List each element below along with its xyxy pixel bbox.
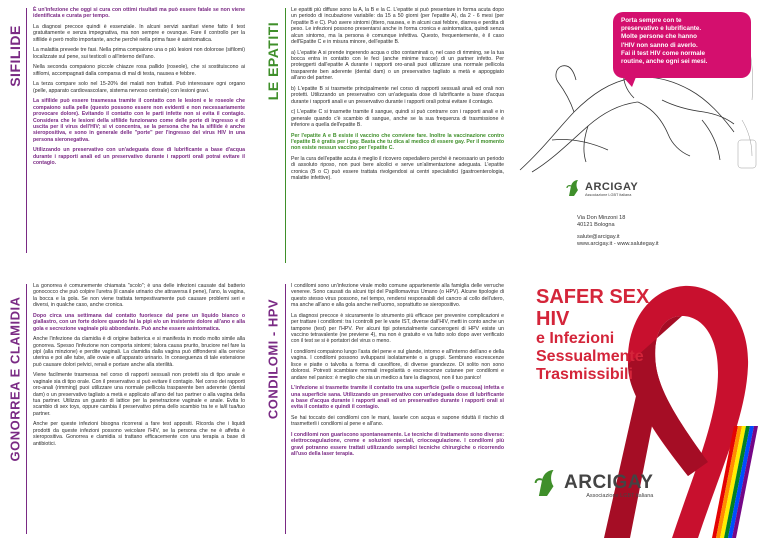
cover-title-line: HIV — [536, 308, 570, 330]
sifilide-paragraph: Utilizzando un preservativo con un'adeguata dose di lubrificante a base d'acqua durante i rapporti anali ed un preservativo durante i rapporti orali potrai evitare il contagio. — [33, 147, 245, 167]
panel-condilomi — [256, 276, 512, 546]
panel-cover — [512, 276, 768, 546]
gonorrea-paragraph: Viene facilmente trasmessa nel corso di rapporti sessuali non protetti sia di tipo anale e vaginale sia di tipo orale. Con il preservativo si può evitare il contagio. Nel corso dei rapporti oro-anali (rimming) puoi utilizzare una normale pellicola trasparente ben aderente (dental dam) o un preservativo tagliato a metà e applicato all'ano del tuo partner o alla vagina della tua partner. Utilizza un guanto di lattice per la penetrazione vaginale e anale. Evita lo scambio di sex toys, oppure cambia il preservativo prima dello scambio tra te e la/il tua/tuo partner. — [33, 372, 245, 417]
org-subtitle-small: Associazione LGBT italiana — [585, 193, 632, 197]
sifilide-paragraph: La sifilide può essere trasmessa tramite il contatto con le lesioni e le roseole che compaiono sulla pelle (questo possono essere non evidenti e non necessariamente provocare dolore). Evitando il contatto con le parti infette non si evita il contagio. Considera che le lesioni della sifilide funzionano come delle porte di ingresso e di uscita per il virus dell'HIV; si vi concentra, se la persona che ha la sifilide è anche sieropositiva, e sono in generale delle "porte" per l'ingresso del virus HIV in una persona sieronegativa. — [33, 98, 245, 143]
gonorrea-title-wrap — [4, 284, 26, 474]
org-name-large: ARCIGAY — [564, 472, 654, 493]
gonorrea-paragraph: Anche l'infezione da clamidia è di origine batterica e si manifesta in modo molto simile alla gonorrea. Spesso l'infezione non comporta sintomi; talora causa prurito, bruciore nel fare la pipì (alla minzione) e perdite vaginali. La clamidia dalla vagina può diffondersi alla cervice uterina e poi alle tube, alle ovaie e all'apparato urinario. In conseguenza di tale estensione può causare dolori pelvici, renali e portare anche alla sterilità. — [33, 336, 245, 368]
address-line: Via Don Minzoni 18 — [577, 215, 626, 221]
gonorrea-divider — [26, 284, 27, 534]
advice-callout — [613, 12, 751, 78]
website-link[interactable]: www.arcigay.it - www.salutegay.it — [577, 241, 659, 247]
condilomi-paragraph: I condilomi sono un'infezione virale molto comune appartenente alla famiglia delle verruche veneree. Sono causati da alcuni tipi del Papillomavirus Umano (o HPV). Alcune tipologie di questo stesso virus possono, nel tempo, rendersi responsabili del cancro al collo dell'utero, ma anche all'ano e alla gola anche nell'uomo, soprattutto se sieropositivo. — [291, 283, 504, 309]
email-link[interactable]: salute@arcigay.it — [577, 234, 620, 240]
condilomi-paragraph: I condilomi non guariscono spontaneamente. Le tecniche di trattamento sono diverse: elettrocoagulazione, creme e soluzioni speciali, criocoagulazione. I condilomi più gravi potranno essere trattati utilizzando semplici tecniche chirurgiche o ricorrendo all'uso della laser terapia. — [291, 432, 505, 458]
sifilide-paragraph: È un'infezione che oggi si cura con ottimi risultati ma può essere fatale se non viene identificata e curata per tempo. — [33, 7, 245, 20]
callout-line: Molte persone che hanno — [621, 33, 697, 41]
condilomi-body — [291, 283, 504, 462]
gonorrea-body — [33, 283, 245, 451]
cover-title-line: Sessualmente — [536, 348, 644, 365]
epatiti-paragraph: b) L'epatite B si trasmette principalmente nel corso di rapporti sessuali anali ed orali non protetti. Utilizzando un preservativo con un'adeguata dose di lubrificante a base d'acqua durante i rapporti anali e un preservativo durante i rapporti orali potrai evitare il contagio. — [291, 85, 504, 105]
sifilide-paragraph: La malattia prevede tre fasi. Nella prima compaiono una o più lesioni non dolorose (sifilomi) localizzate sul pene, sui testicoli o all'interno dell'ano. — [33, 47, 245, 60]
cover-title-line: e Infezioni — [536, 330, 615, 347]
arcigay-mark-icon — [534, 466, 560, 500]
sifilide-paragraph: La diagnosi precoce quindi è essenziale. In alcuni servizi sanitari viene fatto il test gratuitamente e senza impegnativa, ma non sempre e ovunque. Fare il controllo per la sifilide è però molto importante, anche perché nella prima fase è asintomatica. — [33, 24, 245, 43]
condilomi-paragraph: La diagnosi precoce è sicuramente lo strumento più efficace per prevenire complicazioni e per trattare i condilomi: tra i controlli per le varie IST, diverse dall'HIV, metti in conto anche un tampone (test) per l'HPV. Per alcuni tipi potenzialmente cancerogeni di HPV esiste un vaccino tetravalente (ne previene 4), ma non è gratuito e va fatto solo dopo aver verificato con il test se si è portatori del virus o meno. — [291, 312, 505, 345]
arcigay-logo-large — [534, 466, 653, 500]
org-name-small: ARCIGAY — [585, 181, 639, 193]
callout-line: preservativo e lubrificante. — [621, 25, 702, 33]
arcigay-mark-icon — [566, 178, 582, 198]
epatiti-paragraph: Per l'epatite A e B esiste il vaccino che conviene fare. Inoltre la vaccinazione contro l'epatite B è gratis per i gay. Basta che tu dica al medico di essere gay. Per il momento non esiste nessun vaccino per l'epatite C. — [291, 132, 504, 152]
panel-gonorrea — [0, 276, 256, 546]
sifilide-paragraph: Nella seconda compaiono piccole chiazze rosa pallido (roseole), che si sostituiscono ai sifilomi, accompagnati dalla comparsa di mal di testa, nausea e febbre. — [33, 64, 245, 77]
epatiti-title: LE EPATITI — [265, 21, 281, 101]
gonorrea-paragraph: La gonorrea è comunemente chiamata "scolo"; è una delle infezioni causate dal batterio gonococco che può colpire l'uretra (il canale urinario che attraversa il pene), l'ano, la vagina, la bocca e la gola. Se non viene trattata tempestivamente può causare problemi seri e diversi, in qualche caso, anche cronica. — [33, 283, 245, 309]
panel-epatiti — [256, 0, 512, 270]
callout-line: l'HIV non sanno di averlo. — [621, 41, 698, 49]
cover-title-line: Trasmissibili — [536, 366, 633, 383]
address-line: 40121 Bologna — [577, 222, 615, 228]
epatiti-paragraph: Le epatiti più diffuse sono la A, la B e la C. L'epatite si può presentare in forma acuta dopo un periodo di incubazione variabile: da 15 a 50 giorni (per l'epatite A), da 2 - 6 mesi (per l'epatite B e C). Può avere sintomi (ittero, nausea, e in alcuni casi febbre, diarrea e perdita di peso. Le infezioni possono presentarsi anche in forma cronica e asintomatica, quindi senza alcun sintomo, ma la persona è comunque infettiva. Questo, frequentemente, è il caso dell'Epatite C e in misura minore, dell'epatite B. — [291, 7, 504, 46]
epatiti-body — [291, 7, 504, 186]
epatiti-divider — [285, 8, 286, 263]
sifilide-title-wrap — [4, 6, 26, 106]
cover-title — [536, 286, 666, 384]
callout-tail — [623, 77, 636, 87]
callout-line: routine, anche ogni sei mesi. — [621, 58, 708, 66]
condilomi-paragraph: I condilomi compaiono lungo l'asta del pene e sul glande, intorno e all'interno dell'ano e della vagina. I condilomi possono svilupparsi isolatamente o a gruppi. Sembrano escrescenze lisce e piatte o talvolta a forma di cavolfiore, di diverse grandezze. Di solito non sono dolorosi. Potresti scambiare normali irregolarità o escrescenze cutanee per condilomi e andare nel panico: è meglio che sia un medico a fare la diagnosi, non il tuo panico! — [291, 349, 504, 381]
sifilide-divider — [26, 8, 27, 253]
epatiti-title-wrap — [262, 6, 284, 116]
epatiti-paragraph: Per la cura dell'epatite acuta è meglio il ricovero ospedaliero perché è necessario un periodo di assoluto riposo, non puoi bere alcolici e serve un'alimentazione adeguata. L'epatite cronica (B o C) può essere trattata rivolgendosi ai centri specialistici (gastroenterologia, malattie infettive). — [291, 156, 504, 182]
condilomi-title: CONDILOMI - HPV — [265, 298, 281, 420]
condilomi-paragraph: L'infezione si trasmette tramite il contatto tra una superficie (pelle o mucosa) infetta e una superficie sana. Utilizzando un preservativo con un'adeguata dose di lubrificante a base d'acqua durante i rapporti anali ed un preservativo durante i rapporti orali si evita il contatto e quindi il contagio. — [291, 385, 504, 411]
epatiti-paragraph: c) L'epatite C si trasmette tramite il sangue, quindi si può contrarre con i rapporti anali e in generale quando c'è scambio di sangue, anche se la sua frequenza di trasmissione è inferiore a quella dell'epatite B. — [291, 109, 504, 129]
condilomi-title-wrap — [262, 284, 284, 434]
contact-address — [577, 215, 659, 248]
gonorrea-paragraph: Anche per queste infezioni bisogna ricorrerai a fare test appositi. Ricorda che i liquidi prodotti da queste infezioni possono veicolare l'HIV, se la persona che ne è affetta è sieropositiva. Gonorrea e clamidia si trattano efficacemente con una terapia a base di antibiotici. — [33, 421, 245, 447]
arcigay-logo-small — [566, 178, 638, 198]
sifilide-body — [33, 7, 245, 171]
sifilide-paragraph: La terza compare solo nel 15-20% dei malati non trattati. Può interessare ogni organo (pelle, apparato cardiovascolare, sistema nervoso centrale) con lesioni gravi. — [33, 81, 245, 94]
callout-line: Fai il test HIV come normale — [621, 49, 705, 57]
callout-line: Porta sempre con te — [621, 17, 682, 24]
condilomi-paragraph: Se hai toccato dei condilomi con le mani, lavarle con acqua e sapone riduttà il rischio di trasmetterli i condilomi al pene e all'ano. — [291, 415, 504, 428]
epatiti-paragraph: a) L'epatite A si prende ingerendo acqua o cibo contaminati o, nel caso di rimming, se la tua bocca entra in contatto con le feci (anche minime tracce) di un partner infetto. Per proteggerti dall'epatite A durante i rapporti oro-anali puoi utilizzare una normale pellicola trasparente ben aderente (dental dam) o un preservativo tagliato a metà e appoggiato all'ano del partner. — [291, 49, 504, 82]
gonorrea-title: GONORREA E CLAMIDIA — [7, 296, 23, 462]
condilomi-divider — [285, 284, 286, 534]
org-subtitle-large: Associazione LGBT italiana — [586, 493, 654, 499]
gonorrea-paragraph: Dopo circa una settimana dal contatto fuoriesce dal pene un liquido bianco o giallastro, con un forte dolore quando fai la pipì e/o un insistente dolore all'ano e alla gola e secrezione vaginale più abbondante. Può anche essere asintomatica. — [33, 312, 245, 332]
sifilide-title: SIFILIDE — [7, 25, 23, 87]
panel-sifilide — [0, 0, 256, 270]
cover-title-line: SAFER SEX — [536, 286, 650, 308]
